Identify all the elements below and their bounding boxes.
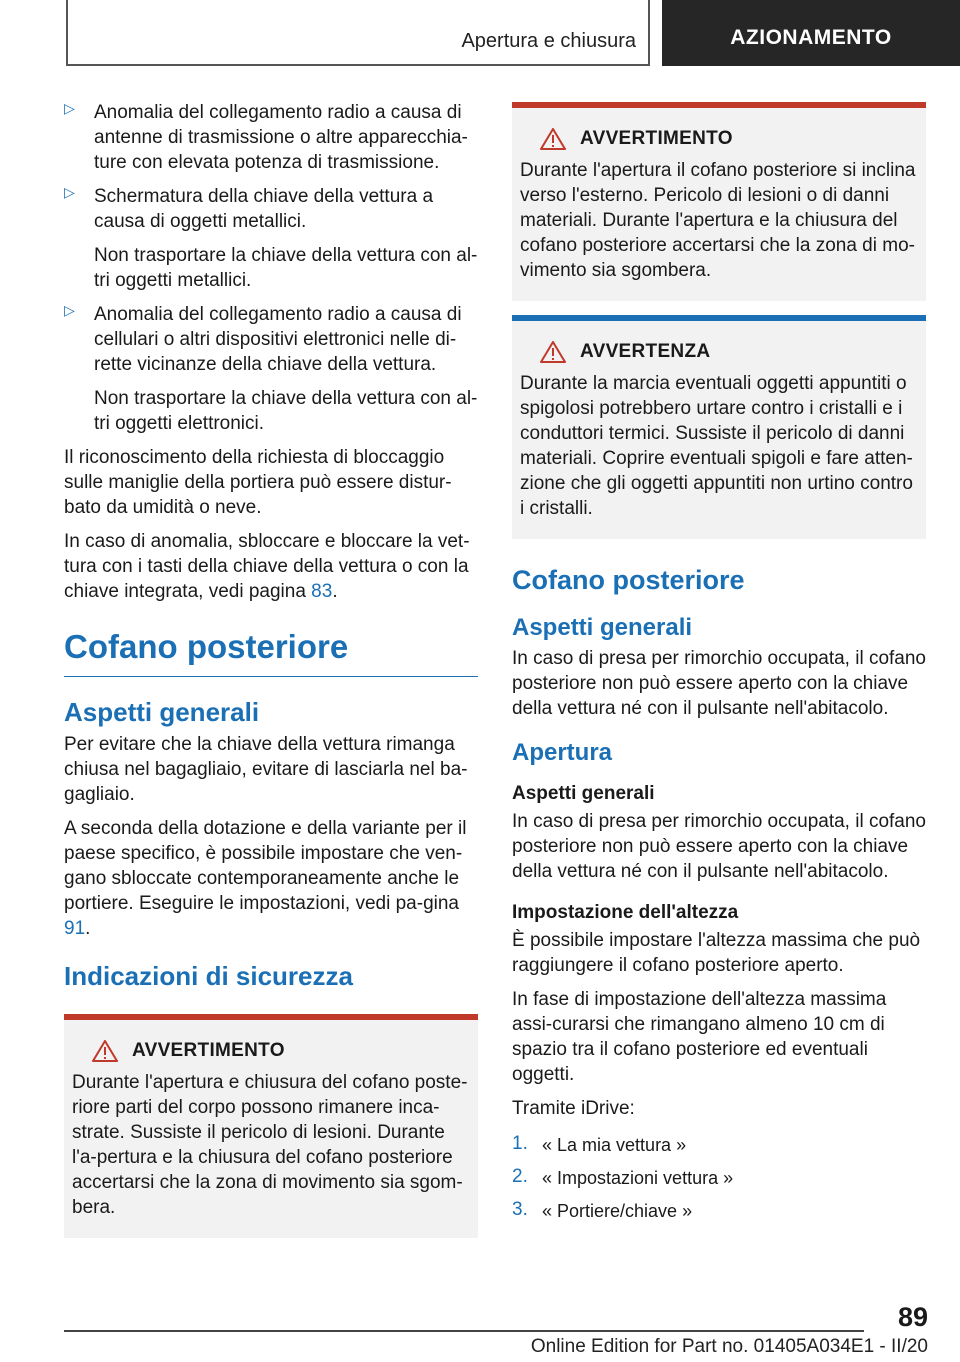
bullet-item <box>64 302 478 436</box>
paragraph-text: A seconda della dotazione e della variante per il paese specifico, è possibile impostare che ven‐gano sbloccate contemporaneamente anche le portiere. Eseguire le impostazioni, vedi pa‐gina <box>64 818 467 914</box>
list-item <box>512 1166 926 1191</box>
warning-header <box>72 1040 468 1062</box>
warning-text: Durante l'apertura e chiusura del cofano poste‐riore parti del corpo possono rimanere inca‐strate. Sussiste il pericolo di lesioni. Durante l'a‐pertura e la chiusura del cofano posteriore accertarsi che la zona di movimento sia sgom‐bera. <box>72 1072 468 1218</box>
triangle-bullet-icon: ▷ <box>64 302 75 318</box>
warning-triangle-icon <box>92 1040 118 1062</box>
paragraph <box>64 529 478 604</box>
paragraph: È possibile impostare l'altezza massima che può raggiungere il cofano posteriore aperto. <box>512 930 921 976</box>
subsection-title: Aspetti generali <box>512 614 693 641</box>
header-section-title: Apertura e chiusura <box>461 30 636 52</box>
step-text: « Impostazioni vettura » <box>542 1168 734 1188</box>
bullet-text: Schermatura della chiave della vettura a causa di oggetti metallici. <box>94 186 434 232</box>
bullet-item <box>64 100 478 175</box>
triangle-bullet-icon: ▷ <box>64 184 75 200</box>
page-number: 89 <box>897 1302 928 1332</box>
paragraph: In caso di presa per rimorchio occupata, il cofano posteriore non può essere aperto con la chiave della vettura né con il pulsante nell'abitacolo. <box>512 811 926 882</box>
list-item <box>512 1133 926 1158</box>
warning-text: Durante l'apertura il cofano posteriore si inclina verso l'esterno. Pericolo di lesioni o di danni materiali. Durante l'apertura e la chiusura del cofano posteriore accertarsi che la zona di mo‐vimento sia sgombera. <box>520 160 916 281</box>
warning-title: AVVERTIMENTO <box>132 1040 285 1061</box>
subsection-title: Aspetti generali <box>64 697 260 727</box>
subsection-title: Indicazioni di sicurezza <box>64 961 353 991</box>
right-column <box>512 102 926 1232</box>
left-column <box>64 100 478 1238</box>
step-text: « La mia vettura » <box>542 1135 687 1155</box>
header-left-rule <box>66 0 68 66</box>
bullet-text: Non trasportare la chiave della vettura con al‐tri oggetti elettronici. <box>94 388 478 434</box>
paragraph <box>64 816 478 941</box>
paragraph-end: . <box>332 581 338 602</box>
header-separator <box>648 0 650 66</box>
step-number: 3. <box>512 1199 528 1220</box>
paragraph: In caso di presa per rimorchio occupata, il cofano posteriore non può essere aperto con la chiave della vettura né con il pulsante nell'abitacolo. <box>512 648 926 719</box>
page-link[interactable]: 91 <box>64 918 86 939</box>
bullet-text: Non trasportare la chiave della vettura con al‐tri oggetti metallici. <box>94 245 478 291</box>
caution-title: AVVERTENZA <box>580 341 711 362</box>
paragraph-text: In caso di anomalia, sbloccare e bloccare la vet‐tura con i tasti della chiave della vettura o con la chiave integrata, vedi pagina <box>64 531 470 602</box>
subsection-title: Apertura <box>512 739 613 766</box>
warning-triangle-icon <box>540 341 566 363</box>
footer-rule <box>64 1330 864 1332</box>
footer-edition: Online Edition for Part no. 01405A034E1 - II/20 <box>530 1336 928 1357</box>
caution-header <box>520 341 916 363</box>
step-number: 2. <box>512 1166 528 1187</box>
triangle-bullet-icon: ▷ <box>64 100 75 116</box>
caution-box <box>512 315 926 539</box>
paragraph: Il riconoscimento della richiesta di bloccaggio sulle maniglie della portiera può essere distur‐bato da umidità o neve. <box>64 447 452 518</box>
warning-header <box>520 128 916 150</box>
sub-heading: Aspetti generali <box>512 783 655 804</box>
sub-heading: Impostazione dell'altezza <box>512 902 739 923</box>
paragraph: Tramite iDrive: <box>512 1098 635 1119</box>
warning-title: AVVERTIMENTO <box>580 128 733 149</box>
warning-box <box>64 1014 478 1238</box>
list-item <box>512 1199 926 1224</box>
steps-list <box>512 1133 926 1224</box>
section-title: Cofano posteriore <box>512 565 745 595</box>
bullet-item <box>64 184 478 293</box>
page-link[interactable]: 83 <box>311 581 333 602</box>
bullet-text: Anomalia del collegamento radio a causa di antenne di trasmissione o altre apparecchia‐ture con elevata potenza di trasmissione. <box>94 102 468 173</box>
step-text: « Portiere/chiave » <box>542 1201 693 1221</box>
paragraph: Per evitare che la chiave della vettura rimanga chiusa nel bagagliaio, evitare di lasciarla nel ba‐gagliaio. <box>64 734 468 805</box>
paragraph: In fase di impostazione dell'altezza massima assi‐curarsi che rimangano almeno 10 cm di spazio tra il cofano posteriore ed eventuali oggetti. <box>512 989 887 1085</box>
bullet-text: Anomalia del collegamento radio a causa di cellulari o altri dispositivi elettronici nelle di‐rette vicinanze della chiave della vettura. <box>94 304 462 375</box>
step-number: 1. <box>512 1133 528 1154</box>
header-base-rule <box>66 64 648 66</box>
header-chapter-tab: AZIONAMENTO <box>662 0 960 66</box>
warning-box <box>512 102 926 301</box>
paragraph-end: . <box>85 918 91 939</box>
section-title: Cofano posteriore <box>64 628 478 677</box>
warning-triangle-icon <box>540 128 566 150</box>
caution-text: Durante la marcia eventuali oggetti appuntiti o spigolosi potrebbero urtare contro i cristalli e i conduttori termici. Sussiste il pericolo di danni materiali. Coprire eventuali spigoli e fare atten‐zione che gli oggetti appuntiti non urtino contro i cristalli. <box>520 373 913 519</box>
